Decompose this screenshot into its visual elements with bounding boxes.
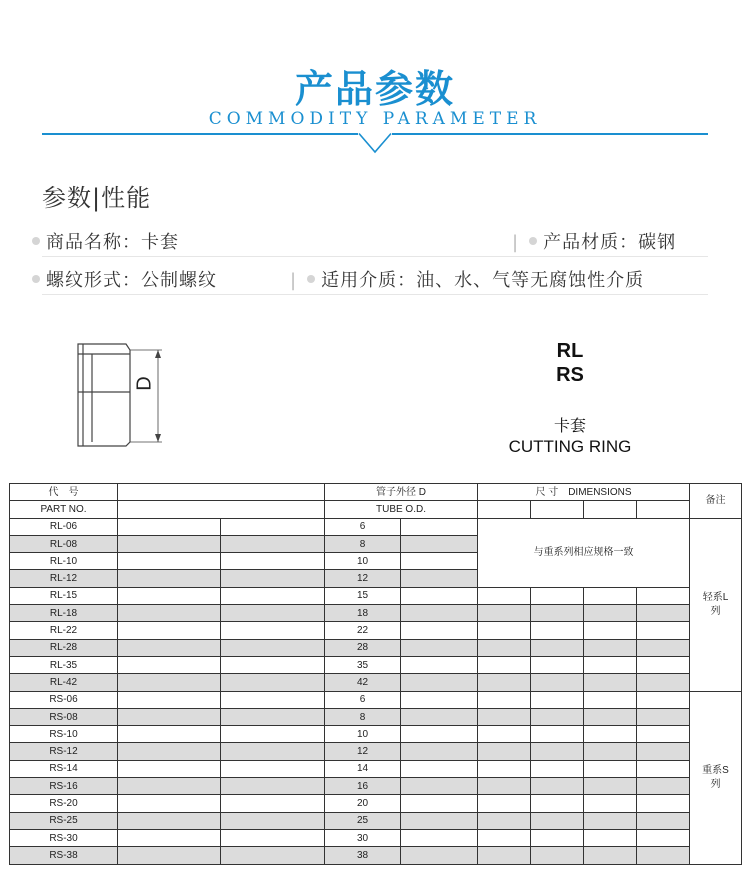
blank-cell [118, 587, 221, 604]
header-dim-cell [584, 501, 637, 518]
part-code: RL-12 [10, 570, 118, 587]
part-code: RS-16 [10, 778, 118, 795]
property-thread: 螺纹形式：公制螺纹 [32, 266, 217, 292]
blank-cell [221, 518, 325, 535]
part-code: RS-20 [10, 795, 118, 812]
dimension-cell [637, 605, 690, 622]
dimension-cell [531, 622, 584, 639]
part-code: RL-18 [10, 605, 118, 622]
tube-od: 20 [325, 795, 401, 812]
dimension-cell [478, 674, 531, 691]
blank-cell [221, 760, 325, 777]
blank-cell [118, 535, 221, 552]
dimension-label: D [133, 376, 156, 391]
header-code-en: PART NO. [10, 501, 118, 518]
blank-cell [401, 587, 478, 604]
table-row [10, 518, 742, 535]
table-row [10, 778, 742, 795]
header-dim-cell [531, 501, 584, 518]
dimension-cell [637, 829, 690, 846]
blank-cell [118, 605, 221, 622]
blank-cell [401, 656, 478, 673]
dimension-cell [584, 691, 637, 708]
blank-cell [221, 674, 325, 691]
table-row [10, 656, 742, 673]
blank-cell [118, 778, 221, 795]
property-medium: | 适用介质：油、水、气等无腐蚀性介质 [290, 270, 645, 291]
part-code: RL-08 [10, 535, 118, 552]
bullet-icon [32, 237, 40, 245]
dimension-cell [637, 847, 690, 864]
blank-cell [221, 570, 325, 587]
header-tube-cn: 管子外径 D [325, 484, 478, 501]
dimension-cell [478, 708, 531, 725]
blank-cell [401, 795, 478, 812]
spec-table [9, 483, 742, 865]
dimension-cell [637, 622, 690, 639]
part-code: RS-10 [10, 726, 118, 743]
dimension-cell [531, 743, 584, 760]
dimension-cell [584, 587, 637, 604]
blank-cell [118, 674, 221, 691]
blank-cell [401, 553, 478, 570]
blank-cell [401, 639, 478, 656]
blank-cell [118, 691, 221, 708]
tube-od: 18 [325, 605, 401, 622]
blank-cell [221, 812, 325, 829]
table-row [10, 812, 742, 829]
blank-cell [401, 570, 478, 587]
dimension-cell [637, 812, 690, 829]
dimension-cell [584, 829, 637, 846]
dimension-cell [637, 795, 690, 812]
dimension-cell [478, 812, 531, 829]
blank-cell [118, 639, 221, 656]
property-divider [42, 256, 708, 257]
part-code: RL-35 [10, 656, 118, 673]
blank-cell [221, 778, 325, 795]
tube-od: 15 [325, 587, 401, 604]
dimension-cell [531, 674, 584, 691]
dimension-cell [531, 605, 584, 622]
header-note: 备注 [690, 484, 742, 519]
dimension-cell [478, 622, 531, 639]
dimension-cell [531, 829, 584, 846]
dimension-cell [531, 587, 584, 604]
dimension-cell [478, 691, 531, 708]
blank-cell [401, 760, 478, 777]
bullet-icon [307, 275, 315, 283]
blank-cell [221, 691, 325, 708]
blank-cell [118, 622, 221, 639]
blank-cell [221, 605, 325, 622]
dimension-cell [637, 656, 690, 673]
dimension-cell [478, 656, 531, 673]
property-material: | 产品材质：碳钢 [512, 232, 677, 253]
table-row [10, 587, 742, 604]
blank-cell [401, 535, 478, 552]
dimension-cell [531, 708, 584, 725]
tube-od: 30 [325, 829, 401, 846]
blank-cell [118, 743, 221, 760]
blank-cell [118, 795, 221, 812]
tube-od: 14 [325, 760, 401, 777]
part-code: RL-10 [10, 553, 118, 570]
table-row [10, 639, 742, 656]
tube-od: 42 [325, 674, 401, 691]
blank-cell [221, 743, 325, 760]
chevron-down-icon [358, 132, 392, 154]
blank-cell [221, 795, 325, 812]
header-tube-en: TUBE O.D. [325, 501, 478, 518]
property-divider [42, 294, 708, 295]
dimension-cell [584, 639, 637, 656]
blank-cell [401, 674, 478, 691]
dimension-cell [637, 760, 690, 777]
dimension-cell [478, 829, 531, 846]
dimension-cell [531, 656, 584, 673]
part-code: RS-06 [10, 691, 118, 708]
tube-od: 12 [325, 743, 401, 760]
tube-od: 35 [325, 656, 401, 673]
part-code: RS-14 [10, 760, 118, 777]
dimension-cell [478, 795, 531, 812]
header-dim-cell [637, 501, 690, 518]
table-row [10, 743, 742, 760]
dimension-cell [584, 847, 637, 864]
page-subtitle: COMMODITY PARAMETER [208, 109, 542, 129]
part-code: RL-28 [10, 639, 118, 656]
dimension-cell [584, 708, 637, 725]
dimension-cell [531, 778, 584, 795]
blank-cell [401, 829, 478, 846]
property-name: 商品名称：卡套 [32, 228, 179, 254]
tube-od: 8 [325, 708, 401, 725]
blank-cell [118, 829, 221, 846]
table-row [10, 674, 742, 691]
light-series-note: 轻系L列 [690, 518, 742, 691]
table-row [10, 622, 742, 639]
blank-cell [401, 778, 478, 795]
blank-cell [118, 570, 221, 587]
tube-od: 25 [325, 812, 401, 829]
blank-cell [221, 656, 325, 673]
tube-od: 16 [325, 778, 401, 795]
tube-od: 22 [325, 622, 401, 639]
dimension-cell [531, 726, 584, 743]
blank-cell [221, 535, 325, 552]
blank-cell [221, 726, 325, 743]
blank-cell [401, 622, 478, 639]
heavy-series-note: 重系S列 [690, 691, 742, 864]
dimension-cell [531, 639, 584, 656]
part-code: RS-25 [10, 812, 118, 829]
blank-cell [118, 518, 221, 535]
tube-od: 6 [325, 691, 401, 708]
blank-cell [401, 812, 478, 829]
table-row [10, 795, 742, 812]
table-row [10, 605, 742, 622]
bullet-icon [529, 237, 537, 245]
table-row [10, 726, 742, 743]
header-blank [118, 501, 325, 518]
part-code: RS-12 [10, 743, 118, 760]
blank-cell [401, 708, 478, 725]
blank-cell [221, 553, 325, 570]
header-dim-cell [478, 501, 531, 518]
dimension-cell [637, 674, 690, 691]
dimension-cell [637, 639, 690, 656]
blank-cell [118, 812, 221, 829]
tube-od: 10 [325, 553, 401, 570]
blank-cell [118, 726, 221, 743]
dimension-cell [637, 587, 690, 604]
table-row [10, 847, 742, 864]
separator-icon: | [512, 232, 520, 253]
header-blank [118, 484, 325, 501]
section-title: 参数|性能 [42, 184, 152, 212]
dimension-cell [584, 760, 637, 777]
tube-od: 28 [325, 639, 401, 656]
dimension-cell [637, 691, 690, 708]
dimension-cell [478, 726, 531, 743]
blank-cell [118, 553, 221, 570]
dimension-cell [531, 691, 584, 708]
blank-cell [221, 708, 325, 725]
dimension-cell [478, 743, 531, 760]
table-row [10, 708, 742, 725]
page-title: 产品参数 [294, 67, 455, 111]
model-rl: RL [556, 340, 584, 362]
dimension-cell [584, 778, 637, 795]
dimension-cell [531, 812, 584, 829]
dimension-cell [478, 587, 531, 604]
blank-cell [401, 726, 478, 743]
blank-cell [401, 691, 478, 708]
dimension-cell [584, 795, 637, 812]
dimension-cell [478, 639, 531, 656]
blank-cell [221, 829, 325, 846]
blank-cell [221, 847, 325, 864]
bullet-icon [32, 275, 40, 283]
part-code: RL-22 [10, 622, 118, 639]
product-name-en: CUTTING RING [508, 437, 632, 456]
part-code: RL-06 [10, 518, 118, 535]
part-code: RS-38 [10, 847, 118, 864]
table-row [10, 829, 742, 846]
dimension-cell [478, 605, 531, 622]
blank-cell [118, 847, 221, 864]
dimension-cell [478, 778, 531, 795]
table-row [10, 691, 742, 708]
dimension-cell [584, 656, 637, 673]
table-row [10, 760, 742, 777]
dimension-cell [531, 760, 584, 777]
tube-od: 6 [325, 518, 401, 535]
blank-cell [401, 743, 478, 760]
cutting-ring-drawing [70, 338, 180, 450]
part-code: RL-42 [10, 674, 118, 691]
model-rs: RS [556, 364, 584, 386]
blank-cell [221, 622, 325, 639]
merged-dimension-note: 与重系列相应规格一致 [478, 518, 690, 587]
part-code: RL-15 [10, 587, 118, 604]
dimension-cell [584, 622, 637, 639]
dimension-cell [584, 605, 637, 622]
dimension-cell [637, 726, 690, 743]
blank-cell [118, 656, 221, 673]
separator-icon: | [290, 270, 298, 291]
tube-od: 8 [325, 535, 401, 552]
dimension-cell [531, 847, 584, 864]
dimension-cell [478, 760, 531, 777]
part-code: RS-08 [10, 708, 118, 725]
product-name-cn: 卡套 [553, 418, 586, 435]
blank-cell [221, 587, 325, 604]
blank-cell [401, 847, 478, 864]
dimension-cell [478, 847, 531, 864]
dimension-cell [584, 812, 637, 829]
blank-cell [118, 708, 221, 725]
dimension-cell [637, 778, 690, 795]
header-code-cn: 代 号 [10, 484, 118, 501]
dimension-cell [584, 726, 637, 743]
tube-od: 10 [325, 726, 401, 743]
tube-od: 38 [325, 847, 401, 864]
tube-od: 12 [325, 570, 401, 587]
blank-cell [401, 518, 478, 535]
blank-cell [221, 639, 325, 656]
dimension-cell [584, 743, 637, 760]
dimension-cell [584, 674, 637, 691]
dimension-cell [637, 708, 690, 725]
header-dimensions: 尺 寸 DIMENSIONS [478, 484, 690, 501]
dimension-cell [531, 795, 584, 812]
part-code: RS-30 [10, 829, 118, 846]
blank-cell [401, 605, 478, 622]
blank-cell [118, 760, 221, 777]
dimension-cell [637, 743, 690, 760]
